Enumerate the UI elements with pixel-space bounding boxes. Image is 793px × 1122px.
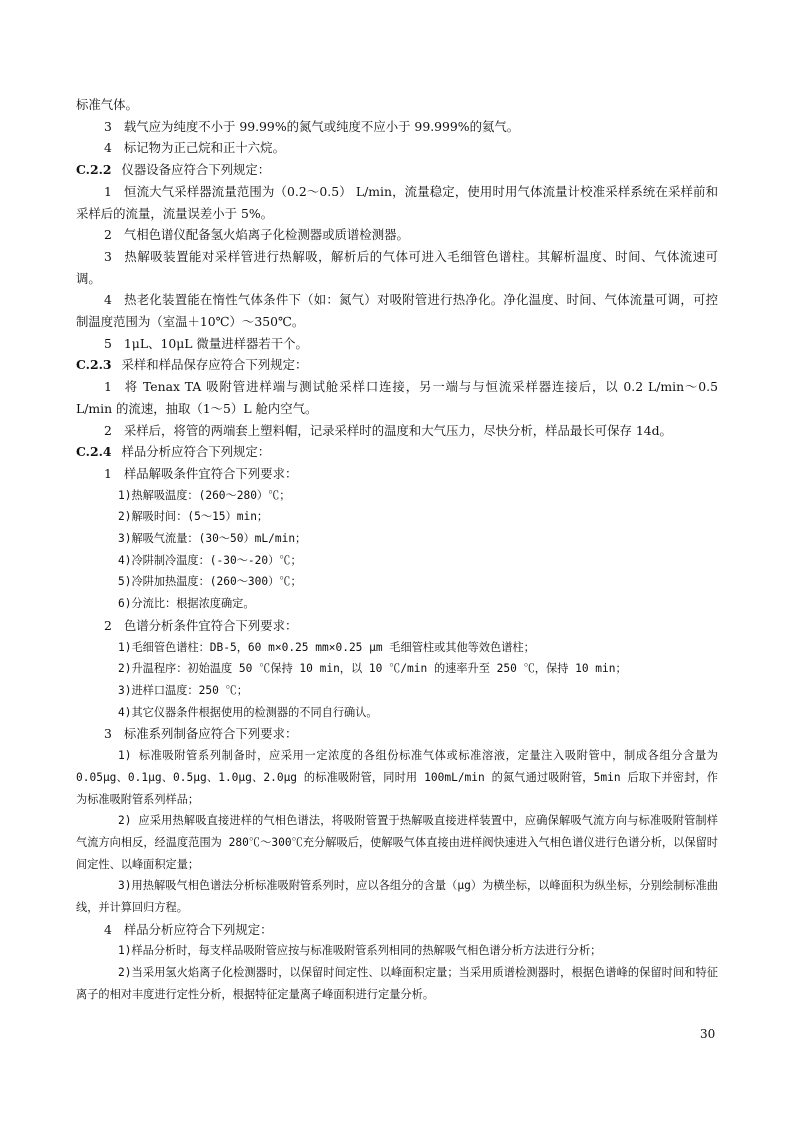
item-text: 载气应为纯度不小于 99.99%的氮气或纯度不应小于 99.999%的氦气。 — [123, 118, 520, 134]
item-number: 2 — [104, 617, 112, 633]
numbered-item — [76, 116, 718, 138]
numbered-item — [76, 333, 718, 355]
page-number: 30 — [700, 1027, 716, 1041]
item-text: 样品解吸条件宜符合下列要求： — [123, 465, 298, 481]
item-text: 恒流大气采样器流量范围为（0.2～0.5） L/min，流量稳定，使用时用气体流量计校准采样系统在采样前和采样后的流量，流量误差小于 5%。 — [76, 183, 718, 221]
item-number: 4 — [104, 921, 112, 937]
item-number: 3 — [104, 248, 112, 264]
item-number: 2 — [104, 422, 112, 438]
paragraph: 1) 标准吸附管系列制备时，应采用一定浓度的各组份标准气体或标准溶液，定量注入吸附管中，制成各组分含量为 0.05μg、0.1μg、0.5μg、1.0μg、2.0μg 的标准吸附管，同时用 100mL/min 的氮气通过吸附管，5min 后取下并密封，作为标准吸附管系列样品； — [76, 749, 718, 806]
section-title: 仪器设备应符合下列规定： — [121, 162, 271, 178]
item-text: 热老化装置能在惰性气体条件下（如：氮气）对吸附管进行热净化。净化温度、时间、气体流量可调，可控制温度范围为（室温＋10℃）～350℃。 — [76, 292, 718, 330]
numbered-item — [76, 919, 718, 941]
item-text: 1μL、10μL 微量进样器若干个。 — [123, 335, 308, 351]
sub-item: 2)解吸时间：(5～15）min； — [118, 510, 269, 524]
section-heading — [76, 354, 718, 376]
numbered-item — [76, 420, 718, 442]
numbered-item — [76, 181, 718, 224]
numbered-item — [76, 137, 718, 159]
numbered-item — [76, 224, 718, 246]
paragraph: 1)样品分析时，每支样品吸附管应按与标准吸附管系列相同的热解吸气相色谱分析方法进行分析； — [118, 944, 602, 958]
item-text: 将 Tenax TA 吸附管进样端与测试舱采样口连接，另一端与与恒流采样器连接后，以 0.2 L/min～0.5 L/min 的流速，抽取（1～5）L 舱内空气。 — [76, 379, 718, 416]
section-heading — [76, 159, 718, 181]
numbered-item — [76, 463, 718, 485]
section-title: 采样和样品保存应符合下列规定： — [121, 357, 308, 373]
paragraph: 3)用热解吸气相色谱法分析标准吸附管系列时，应以各组分的含量（μg）为横坐标，以峰面积为纵坐标，分别绘制标准曲线，并计算回归方程。 — [76, 879, 718, 915]
item-number: 2 — [104, 227, 112, 243]
section-number: C.2.4 — [76, 444, 112, 460]
numbered-item — [76, 376, 718, 419]
numbered-item — [76, 615, 718, 637]
text-line: 标准气体。 — [76, 97, 138, 112]
item-number: 4 — [104, 140, 112, 156]
item-number: 1 — [104, 183, 112, 199]
paragraph: 2)当采用氢火焰离子化检测器时，以保留时间定性、以峰面积定量；当采用质谱检测器时，根据色谱峰的保留时间和特征离子的相对丰度进行定性分析，根据特征定量离子峰面积进行定量分析。 — [76, 966, 718, 1001]
sub-item: 3)进样口温度：250 ℃； — [118, 683, 248, 697]
sub-item: 1)毛细管色谱柱：DB-5，60 m×0.25 mm×0.25 μm 毛细管柱或其他等效色谱柱； — [118, 640, 535, 654]
numbered-item — [76, 289, 718, 332]
item-text: 热解吸装置能对采样管进行热解吸，解析后的气体可进入毛细管色谱柱。其解析温度、时间、气体流速可调。 — [76, 248, 718, 286]
section-heading — [76, 441, 718, 463]
numbered-item — [76, 246, 718, 289]
item-text: 标准系列制备应符合下列要求： — [123, 726, 298, 742]
document-body — [76, 94, 718, 1006]
section-number: C.2.3 — [76, 357, 112, 373]
item-number: 3 — [104, 118, 112, 134]
sub-item: 3)解吸气流量：(30～50）mL/min； — [118, 532, 307, 546]
sub-item: 6)分流比：根据浓度确定。 — [118, 597, 255, 611]
item-number: 1 — [104, 465, 112, 481]
item-number: 1 — [104, 379, 112, 395]
item-number: 3 — [104, 726, 112, 742]
item-text: 样品分析应符合下列规定： — [123, 921, 273, 937]
sub-item: 1)热解吸温度：(260～280）℃； — [118, 488, 291, 502]
sub-item: 2)升温程序：初始温度 50 ℃保持 10 min，以 10 ℃/min 的速率升至 250 ℃，保持 10 min； — [118, 662, 627, 676]
item-text: 色谱分析条件宜符合下列要求： — [123, 617, 298, 633]
item-text: 采样后，将管的两端套上塑料帽，记录采样时的温度和大气压力，尽快分析，样品最长可保存 14d。 — [123, 422, 672, 438]
sub-item: 5)冷阱加热温度：(260～300）℃； — [118, 575, 302, 589]
item-number: 4 — [104, 292, 112, 308]
paragraph: 2) 应采用热解吸直接进样的气相色谱法，将吸附管置于热解吸直接进样装置中，应确保解吸气流方向与标准吸附管制样气流方向相反，经温度范围为 280℃～300℃充分解吸后，使解吸气体直接由进样阀快速进入气相色谱仪进行色谱分析，以保留时间定性、以峰面积定量； — [76, 814, 718, 871]
item-text: 气相色谱仪配备氢火焰离子化检测器或质谱检测器。 — [123, 227, 409, 243]
section-number: C.2.2 — [76, 162, 112, 178]
item-number: 5 — [104, 335, 112, 351]
sub-item: 4)其它仪器条件根据使用的检测器的不同自行确认。 — [118, 705, 378, 719]
section-title: 样品分析应符合下列规定： — [121, 444, 271, 460]
item-text: 标记物为正己烷和正十六烷。 — [123, 140, 285, 156]
sub-item: 4)冷阱制冷温度：(-30～-20）℃； — [118, 553, 302, 567]
numbered-item — [76, 723, 718, 745]
